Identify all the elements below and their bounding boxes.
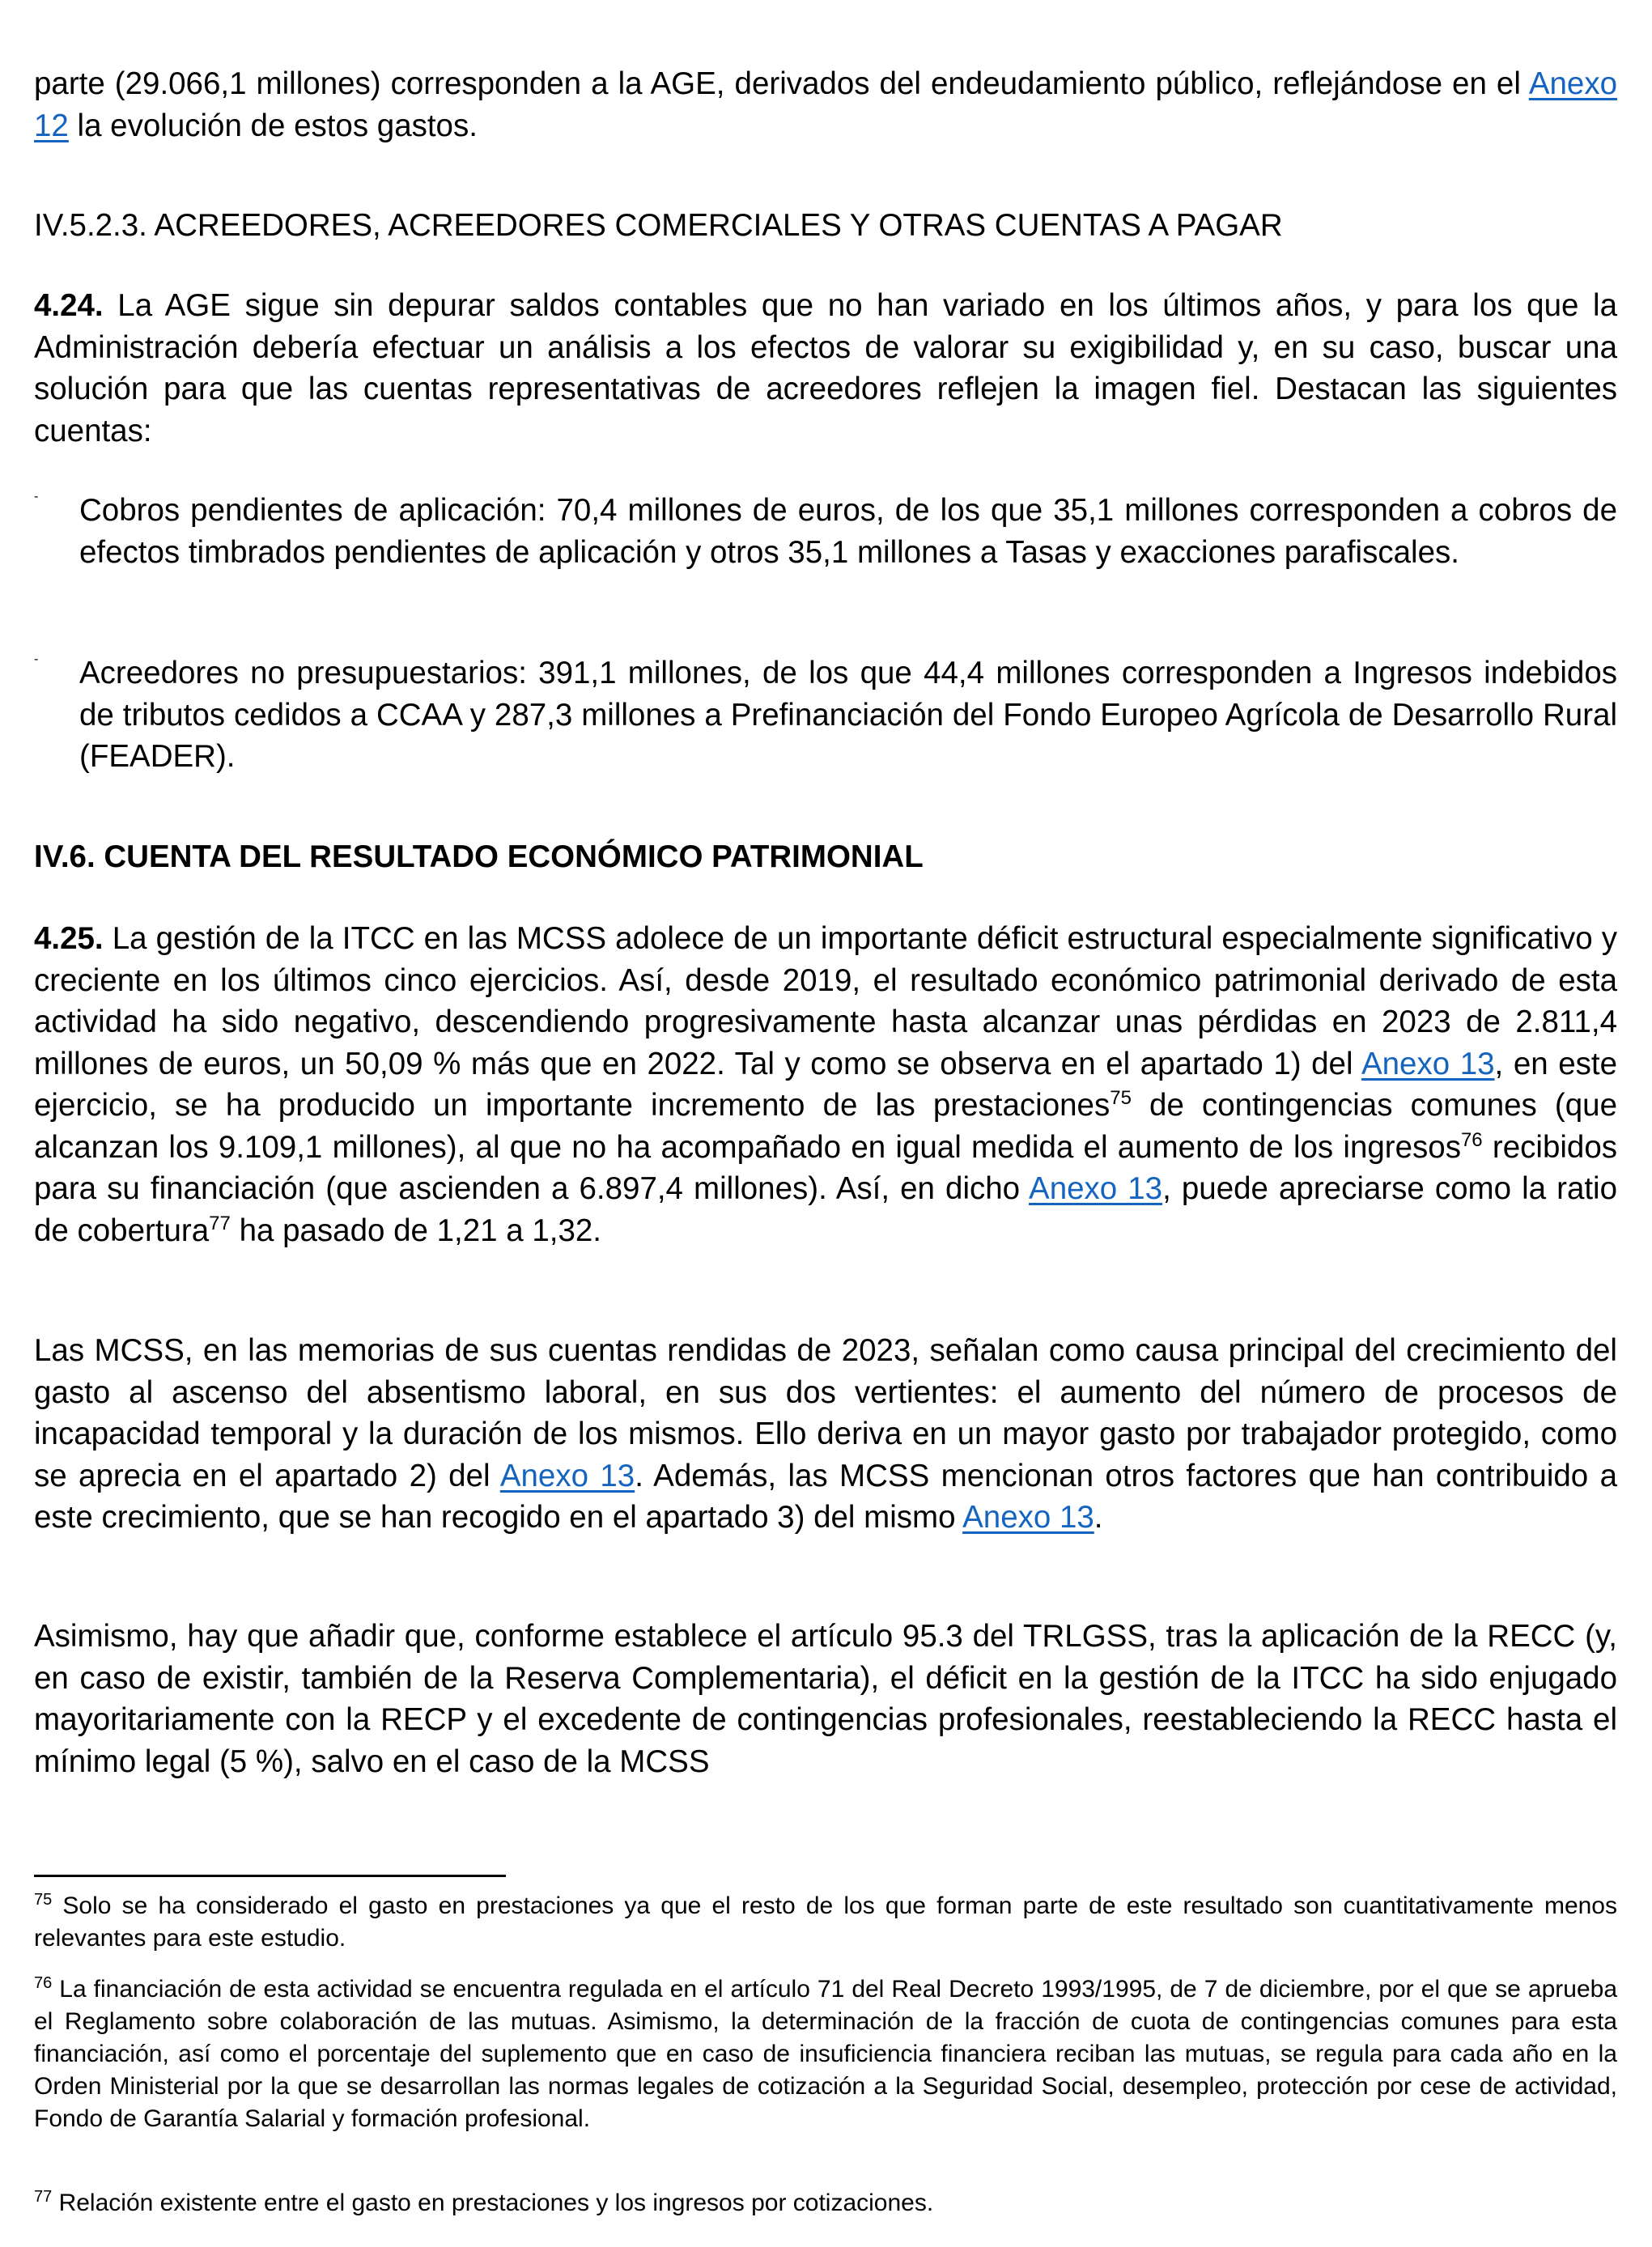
bullet-text: Cobros pendientes de aplicación: 70,4 millones de euros, de los que 35,1 millones corresponden a cobros de efectos timbrados pendientes de aplicación y otros 35,1 millones a Tasas y exacciones parafiscales. bbox=[79, 493, 1617, 570]
paragraph-text: de contingencias comunes (que alcanzan los 9.109,1 millones), al que no ha acompañado en igual medida el aumento de los ingresos bbox=[34, 1088, 1617, 1165]
bullet-item bbox=[34, 652, 1617, 778]
paragraph-text: , puede apreciarse como la ratio de cobertura bbox=[34, 1171, 1618, 1248]
paragraph-text: La AGE sigue sin depurar saldos contables que no han variado en los últimos años, y para los que la Administración debería efectuar un análisis a los efectos de valorar su exigibilidad y, en su caso, buscar una solución para que las cuentas representativas de acreedores reflejen la imagen fiel. Destacan las siguientes cuentas: bbox=[34, 288, 1617, 448]
footnote-text: Relación existente entre el gasto en prestaciones y los ingresos por cotizaciones. bbox=[52, 2190, 934, 2216]
paragraph-text: la evolución de estos gastos. bbox=[68, 108, 478, 143]
paragraph-text: . Además, las MCSS mencionan otros factores que han contribuido a este crecimiento, que se han recogido en el apartado 3) del mismo bbox=[34, 1458, 1617, 1535]
paragraph-number: 4.24. bbox=[34, 288, 104, 323]
bullet-marker: - bbox=[34, 652, 39, 666]
paragraph-mcss bbox=[34, 1330, 1617, 1539]
footnote-text: Solo se ha considerado el gasto en prestaciones ya que el resto de los que forman parte de este resultado son cuantitativamente menos relevantes para este estudio. bbox=[34, 1892, 1617, 1952]
section-heading-iv-6 bbox=[34, 836, 1617, 878]
footnote-ref-77[interactable]: 77 bbox=[209, 1212, 231, 1234]
section-title: IV.6. CUENTA DEL RESULTADO ECONÓMICO PATRIMONIAL bbox=[34, 839, 924, 874]
footnote-number: 77 bbox=[34, 2188, 53, 2206]
paragraph-intro bbox=[34, 63, 1617, 147]
paragraph-asimismo bbox=[34, 1616, 1617, 1782]
footnote-76 bbox=[34, 1973, 1617, 2135]
footnote-ref-76[interactable]: 76 bbox=[1460, 1128, 1483, 1151]
footnote-75 bbox=[34, 1890, 1617, 1955]
link-anexo-13[interactable]: Anexo 13 bbox=[962, 1500, 1094, 1535]
paragraph-4-24 bbox=[34, 285, 1617, 452]
paragraph-text: . bbox=[1094, 1500, 1103, 1535]
footnote-ref-75[interactable]: 75 bbox=[1110, 1087, 1132, 1109]
link-anexo-13[interactable]: Anexo 13 bbox=[1029, 1171, 1163, 1206]
paragraph-text: La gestión de la ITCC en las MCSS adolece de un importante déficit estructural especialmente significativo y creciente en los últimos cinco ejercicios. Así, desde 2019, el resultado económico patrimonial derivado de esta actividad ha sido negativo, descendiendo progresivamente hasta alcanzar unas pérdidas en 2023 de 2.811,4 millones de euros, un 50,09 % más que en 2022. Tal y como se observa en el apartado 1) del bbox=[34, 921, 1617, 1081]
paragraph-number: 4.25. bbox=[34, 921, 104, 956]
link-anexo-12[interactable]: Anexo 12 bbox=[34, 66, 1617, 143]
paragraph-text: Asimismo, hay que añadir que, conforme establece el artículo 95.3 del TRLGSS, tras la aplicación de la RECC (y, en caso de existir, también de la Reserva Complementaria), el déficit en la gestión de la ITCC ha sido enjugado mayoritariamente con la RECP y el excedente de contingencias profesionales, reestableciendo la RECC hasta el mínimo legal (5 %), salvo en el caso de la MCSS bbox=[34, 1619, 1617, 1779]
paragraph-4-25 bbox=[34, 918, 1617, 1251]
footnote-separator bbox=[34, 1875, 506, 1877]
link-anexo-13[interactable]: Anexo 13 bbox=[499, 1458, 635, 1493]
paragraph-text: parte (29.066,1 millones) corresponden a la AGE, derivados del endeudamiento público, reflejándose en el bbox=[34, 66, 1529, 101]
section-heading-iv-5-2-3 bbox=[34, 205, 1617, 247]
paragraph-text: Las MCSS, en las memorias de sus cuentas rendidas de 2023, señalan como causa principal del crecimiento del gasto al ascenso del absentismo laboral, en sus dos vertientes: el aumento del número de procesos de incapacidad temporal y la duración de los mismos. Ello deriva en un mayor gasto por trabajador protegido, como se aprecia en el apartado 2) del bbox=[34, 1333, 1617, 1493]
bullet-marker: - bbox=[34, 490, 39, 503]
bullet-text: Acreedores no presupuestarios: 391,1 millones, de los que 44,4 millones corresponden a Ingresos indebidos de tributos cedidos a CCAA y 287,3 millones a Prefinanciación del Fondo Europeo Agrícola de Desarrollo Rural (FEADER). bbox=[79, 656, 1617, 774]
bullet-item bbox=[34, 490, 1617, 573]
footnote-number: 76 bbox=[34, 1974, 53, 1992]
footnote-77 bbox=[34, 2187, 1617, 2219]
paragraph-text: recibidos para su financiación (que ascienden a 6.897,4 millones). Así, en dicho bbox=[34, 1129, 1617, 1206]
paragraph-text: ha pasado de 1,21 a 1,32. bbox=[230, 1213, 601, 1248]
footnote-number: 75 bbox=[34, 1891, 53, 1909]
paragraph-text: , en este ejercicio, se ha producido un importante incremento de las prestaciones bbox=[34, 1046, 1617, 1123]
section-title: IV.5.2.3. ACREEDORES, ACREEDORES COMERCIALES Y OTRAS CUENTAS A PAGAR bbox=[34, 208, 1283, 243]
link-anexo-13[interactable]: Anexo 13 bbox=[1361, 1046, 1495, 1081]
footnote-text: La financiación de esta actividad se encuentra regulada en el artículo 71 del Real Decreto 1993/1995, de 7 de diciembre, por el que se aprueba el Reglamento sobre colaboración de las mutuas. Asimismo, la determinación de la fracción de cuota de contingencias comunes para esta financiación, así como el porcentaje del suplemento que en caso de insuficiencia financiera reciban las mutuas, se regula para cada año en la Orden Ministerial por la que se desarrollan las normas legales de cotización a la Seguridad Social, desempleo, protección por cese de actividad, Fondo de Garantía Salarial y formación profesional. bbox=[34, 1976, 1617, 2132]
